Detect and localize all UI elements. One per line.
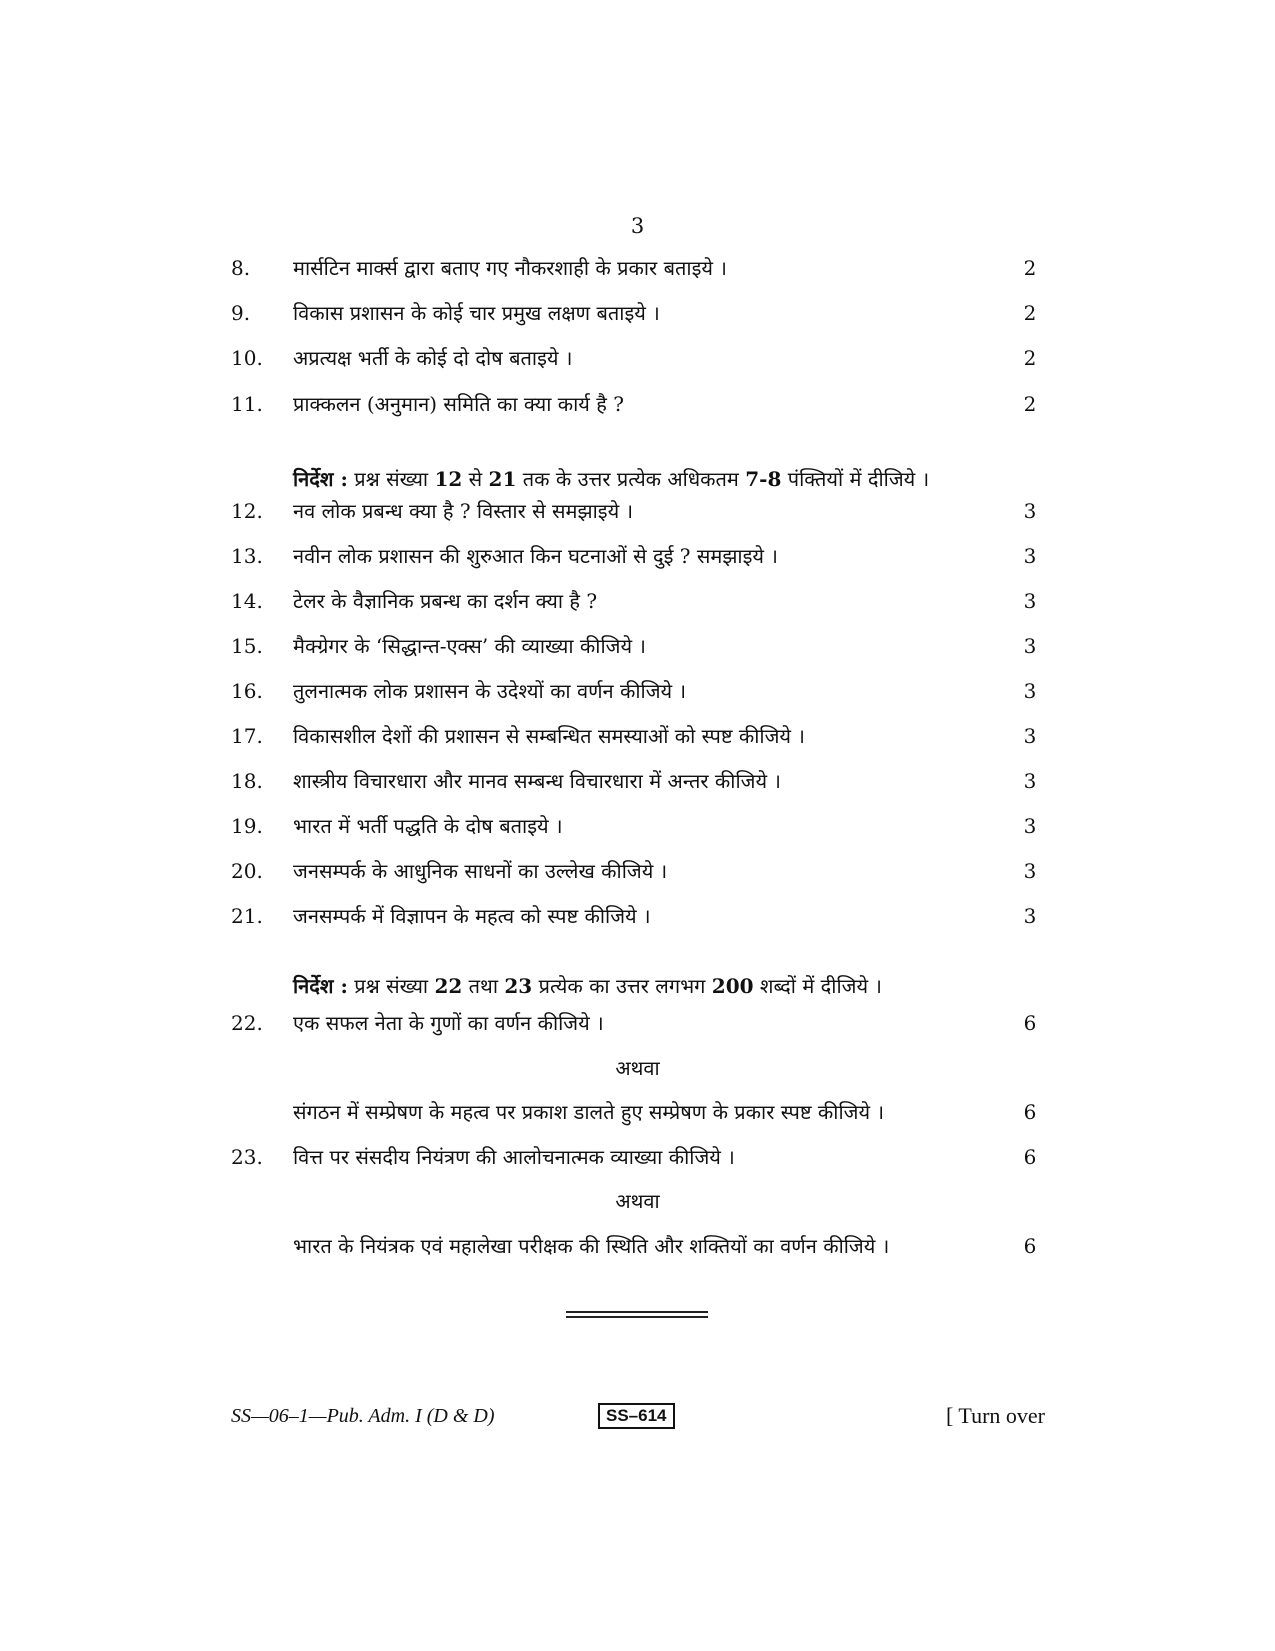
directive-number: 7-8 <box>745 467 782 491</box>
question-number: 21. <box>231 904 263 928</box>
end-of-paper-rule <box>566 1311 708 1321</box>
question-text: टेलर के वैज्ञानिक प्रबन्ध का दर्शन क्या है ? <box>293 589 598 613</box>
directive-section-b <box>293 463 929 495</box>
question-marks: 3 <box>1023 544 1037 568</box>
question-number: 18. <box>231 769 263 793</box>
directive-text: तथा <box>462 974 505 998</box>
question-number: 16. <box>231 679 263 703</box>
question-text: अप्रत्यक्ष भर्ती के कोई दो दोष बताइये । <box>293 346 573 370</box>
directive-label: निर्देश : <box>293 467 348 491</box>
question-row <box>0 252 1275 284</box>
question-marks: 3 <box>1023 499 1037 523</box>
question-row <box>0 675 1275 707</box>
directive-text: प्रश्न संख्या <box>347 467 435 491</box>
question-marks: 3 <box>1023 904 1037 928</box>
question-number: 22. <box>231 1011 263 1035</box>
question-row <box>0 1141 1275 1173</box>
question-marks: 6 <box>1023 1145 1037 1169</box>
question-text: विकासशील देशों की प्रशासन से सम्बन्धित समस्याओं को स्पष्ट कीजिये । <box>293 724 805 748</box>
question-text: विकास प्रशासन के कोई चार प्रमुख लक्षण बताइये । <box>293 301 660 325</box>
question-row <box>0 342 1275 374</box>
question-marks: 3 <box>1023 859 1037 883</box>
question-number: 23. <box>231 1145 263 1169</box>
question-number: 10. <box>231 346 263 370</box>
question-row <box>0 900 1275 932</box>
directive-text: पंक्तियों में दीजिये । <box>781 467 930 491</box>
question-row <box>0 630 1275 662</box>
question-text: मार्सटिन मार्क्स द्वारा बताए गए नौकरशाही के प्रकार बताइये । <box>293 256 727 280</box>
question-marks: 2 <box>1023 346 1037 370</box>
question-marks: 3 <box>1023 724 1037 748</box>
question-marks: 6 <box>1023 1011 1037 1035</box>
question-marks: 6 <box>1023 1100 1037 1124</box>
directive-text: प्रत्येक का उत्तर लगभग <box>532 974 712 998</box>
question-row <box>0 1007 1275 1039</box>
directive-number: 21 <box>488 467 517 491</box>
directive-number: 12 <box>434 467 463 491</box>
question-text: जनसम्पर्क में विज्ञापन के महत्व को स्पष्ट कीजिये । <box>293 904 651 928</box>
directive-text: शब्दों में दीजिये । <box>753 974 882 998</box>
footer <box>0 1400 1275 1432</box>
question-marks: 2 <box>1023 301 1037 325</box>
question-marks: 3 <box>1023 769 1037 793</box>
question-number: 14. <box>231 589 263 613</box>
question-number: 11. <box>231 392 263 416</box>
paper-code-box: SS–614 <box>598 1403 675 1429</box>
question-text: भारत में भर्ती पद्धति के दोष बताइये । <box>293 814 563 838</box>
question-text: नव लोक प्रबन्ध क्या है ? विस्तार से समझाइये । <box>293 499 634 523</box>
question-row <box>0 720 1275 752</box>
directive-section-c <box>293 970 882 1002</box>
question-text: एक सफल नेता के गुणों का वर्णन कीजिये । <box>293 1011 604 1035</box>
turn-over-label: [ Turn over <box>945 1403 1045 1428</box>
question-number: 13. <box>231 544 263 568</box>
question-marks: 3 <box>1023 589 1037 613</box>
question-text: तुलनात्मक लोक प्रशासन के उदेश्यों का वर्णन कीजिये । <box>293 679 687 703</box>
question-number: 19. <box>231 814 263 838</box>
question-marks: 3 <box>1023 679 1037 703</box>
question-row <box>0 540 1275 572</box>
question-number: 12. <box>231 499 263 523</box>
or-label: अथवा <box>615 1189 660 1213</box>
question-marks: 2 <box>1023 256 1037 280</box>
directive-label: निर्देश : <box>293 974 348 998</box>
or-label: अथवा <box>615 1056 660 1080</box>
page-number: 3 <box>630 214 645 238</box>
question-row <box>0 388 1275 420</box>
directive-number: 23 <box>504 974 533 998</box>
question-row <box>0 297 1275 329</box>
question-text: जनसम्पर्क के आधुनिक साधनों का उल्लेख कीजिये । <box>293 859 668 883</box>
question-marks: 3 <box>1023 814 1037 838</box>
question-row <box>0 495 1275 527</box>
question-number: 20. <box>231 859 263 883</box>
question-number: 17. <box>231 724 263 748</box>
question-text: मैक्ग्रेगर के ‘सिद्धान्त-एक्स’ की व्याख्या कीजिये । <box>293 634 646 658</box>
question-text: संगठन में सम्प्रेषण के महत्व पर प्रकाश डालते हुए सम्प्रेषण के प्रकार स्पष्ट कीजिये । <box>293 1100 885 1124</box>
question-row-alternative <box>0 1230 1275 1262</box>
question-row <box>0 810 1275 842</box>
question-marks: 3 <box>1023 634 1037 658</box>
question-text: नवीन लोक प्रशासन की शुरुआत किन घटनाओं से दुई ? समझाइये । <box>293 544 778 568</box>
directive-number: 200 <box>711 974 754 998</box>
question-text: प्राक्कलन (अनुमान) समिति का क्या कार्य है ? <box>293 392 624 416</box>
question-marks: 2 <box>1023 392 1037 416</box>
question-number: 15. <box>231 634 263 658</box>
question-text: शास्त्रीय विचारधारा और मानव सम्बन्ध विचारधारा में अन्तर कीजिये । <box>293 769 781 793</box>
question-text: भारत के नियंत्रक एवं महालेखा परीक्षक की स्थिति और शक्तियों का वर्णन कीजिये । <box>293 1234 890 1258</box>
directive-text: तक के उत्तर प्रत्येक अधिकतम <box>516 467 746 491</box>
directive-text: से <box>462 467 489 491</box>
directive-text: प्रश्न संख्या <box>347 974 435 998</box>
question-row <box>0 765 1275 797</box>
directive-number: 22 <box>434 974 463 998</box>
question-number: 8. <box>231 256 251 280</box>
question-marks: 6 <box>1023 1234 1037 1258</box>
paper-code: SS—06–1—Pub. Adm. I (D & D) <box>231 1405 495 1427</box>
question-row-alternative <box>0 1096 1275 1128</box>
question-text: वित्त पर संसदीय नियंत्रण की आलोचनात्मक व्याख्या कीजिये । <box>293 1145 735 1169</box>
question-row <box>0 585 1275 617</box>
question-number: 9. <box>231 301 251 325</box>
question-row <box>0 855 1275 887</box>
